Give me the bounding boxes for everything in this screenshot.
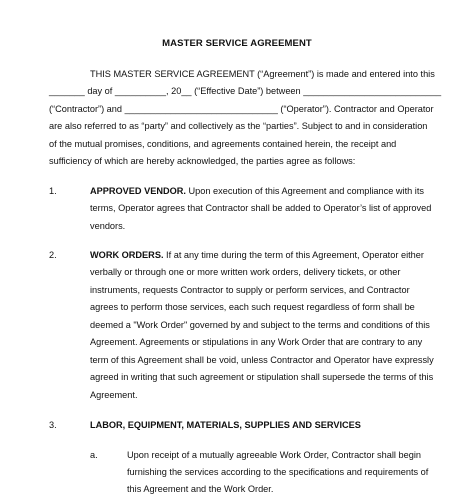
section-number: 1. [49,186,57,196]
section-line: instruments, requests Contractor to supply or perform services, and Contractor [90,285,410,295]
subsection-line: furnishing the services according to the specifications and requirements of [127,467,429,477]
intro-line: sufficiency of which are hereby acknowledged, the parties agree as follows: [49,156,356,166]
section-line: terms, Operator agrees that Contractor shall be added to Operator’s list of approved [90,203,432,213]
section-heading: WORK ORDERS. [90,250,164,260]
section-line: agreed in writing that such agreement or stipulation shall supersede the terms of this [90,372,434,382]
intro-line: of the mutual promises, conditions, and agreements contained herein, the receipt and [49,139,397,149]
section-first-line [90,250,424,261]
subsection-line: Upon receipt of a mutually agreeable Work Order, Contractor shall begin [127,450,421,460]
section-line: verbally or through one or more written work orders, delivery tickets, or other [90,267,401,277]
section-text: Upon execution of this Agreement and compliance with its [185,186,424,196]
section-text: If at any time during the term of this Agreement, Operator either [163,250,424,260]
section-line: deemed a "Work Order" governed by and subject to the terms and conditions of this [90,320,430,330]
intro-line: _______ day of __________, 20__ (“Effective Date”) between ___________________________ [49,86,442,96]
subsection-line: this Agreement and the Work Order. [127,484,274,494]
section-number: 3. [49,420,57,430]
section-heading: LABOR, EQUIPMENT, MATERIALS, SUPPLIES AND SERVICES [90,420,361,430]
section-first-line [90,186,424,197]
section-line: term of this Agreement shall be void, unless Contractor and Operator have expressly [90,355,434,365]
section-line: vendors. [90,221,126,231]
section-line: agrees to perform those services, each such request regardless of form shall be [90,302,415,312]
document-title: MASTER SERVICE AGREEMENT [162,38,312,49]
intro-line: THIS MASTER SERVICE AGREEMENT (“Agreement”) is made and entered into this [90,69,435,79]
section-number: 2. [49,250,57,260]
section-line: Agreement. [90,390,138,400]
section-line: Agreement. Agreements or stipulations in any Work Order that are contrary to any [90,337,423,347]
intro-line: are also referred to as “party” and collectively as the “parties”. Subject to and in consideration [49,121,428,131]
intro-line: (“Contractor”) and ______________________________ (“Operator”). Contractor and Operator [49,104,434,114]
subsection-letter: a. [90,450,98,460]
section-heading: APPROVED VENDOR. [90,186,186,196]
